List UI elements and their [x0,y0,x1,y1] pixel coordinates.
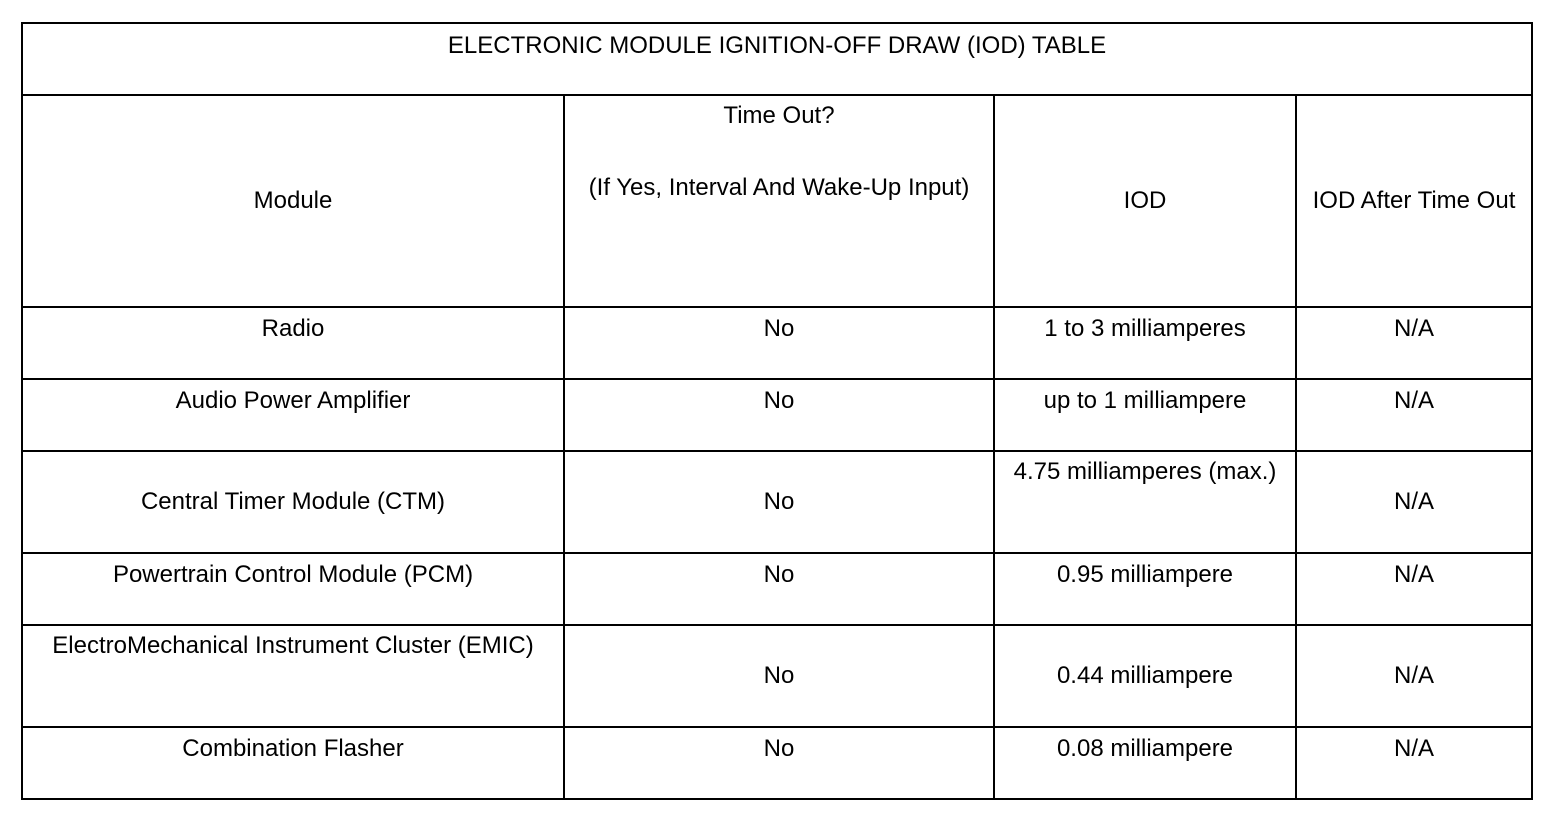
cell-iod-after: N/A [1296,307,1532,379]
cell-iod-after: N/A [1296,451,1532,553]
table-title: ELECTRONIC MODULE IGNITION-OFF DRAW (IOD) TABLE [22,23,1532,95]
cell-module: Radio [22,307,564,379]
header-module: Module [22,95,564,307]
table-row [22,625,1532,727]
iod-table [21,22,1533,800]
cell-time-out: No [564,553,994,625]
cell-module: Audio Power Amplifier [22,379,564,451]
header-time-out-line1: Time Out? [723,102,835,129]
header-time-out [564,95,994,307]
cell-time-out: No [564,727,994,799]
header-time-out-line2: (If Yes, Interval And Wake-Up Input) [588,174,970,201]
table-row [22,553,1532,625]
cell-iod: 0.44 milliampere [994,625,1296,727]
cell-iod-after: N/A [1296,625,1532,727]
header-iod: IOD [994,95,1296,307]
cell-module: Central Timer Module (CTM) [22,451,564,553]
table-row [22,307,1532,379]
cell-time-out: No [564,307,994,379]
table-row [22,451,1532,553]
cell-iod: 0.08 milliampere [994,727,1296,799]
cell-module: ElectroMechanical Instrument Cluster (EMIC) [22,625,564,727]
cell-time-out: No [564,625,994,727]
header-row [22,95,1532,307]
cell-iod-after: N/A [1296,553,1532,625]
cell-module: Powertrain Control Module (PCM) [22,553,564,625]
table-row [22,379,1532,451]
cell-module: Combination Flasher [22,727,564,799]
header-iod-after: IOD After Time Out [1296,95,1532,307]
cell-iod: 1 to 3 milliamperes [994,307,1296,379]
cell-iod-after: N/A [1296,727,1532,799]
cell-time-out: No [564,379,994,451]
cell-time-out: No [564,451,994,553]
cell-iod: up to 1 milliampere [994,379,1296,451]
cell-iod-after: N/A [1296,379,1532,451]
cell-iod: 4.75 milliamperes (max.) [994,451,1296,553]
table-row [22,727,1532,799]
cell-iod: 0.95 milliampere [994,553,1296,625]
